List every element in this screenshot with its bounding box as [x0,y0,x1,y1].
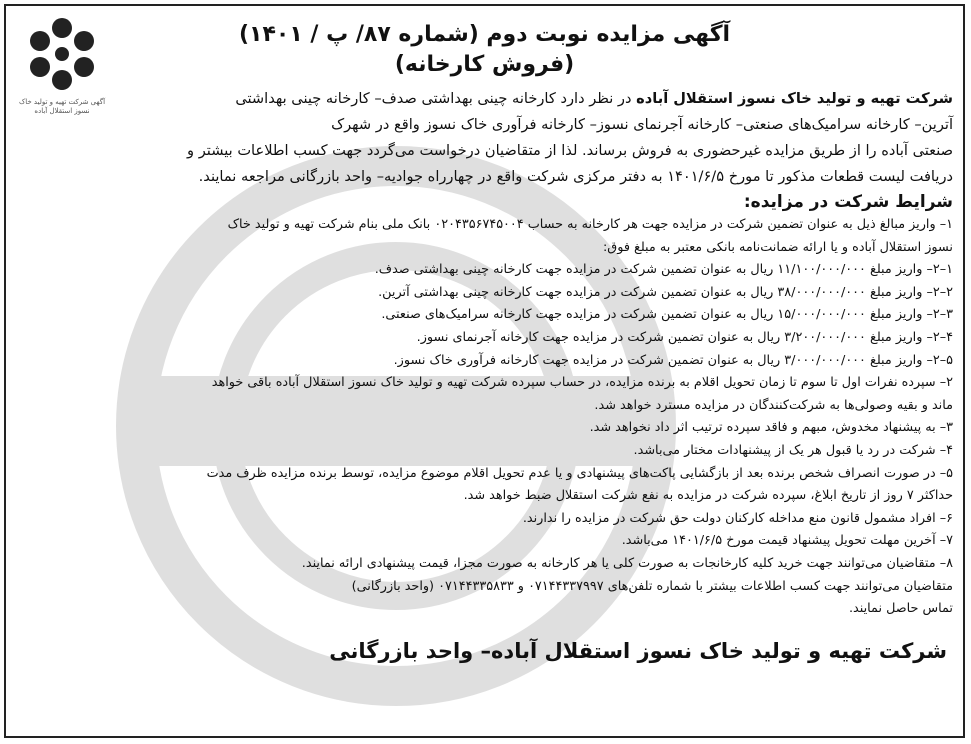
intro-line-1-rest: در نظر دارد کارخانه چینی بهداشتی صدف– کارخانه چینی بهداشتی [235,90,637,107]
condition-line: ۵–۲– واریز مبلغ ۳/۰۰۰/۰۰۰/۰۰۰ ریال به عنوان تضمین شرکت در مزایده جهت کارخانه فرآوری خاک نسوز. [393,352,953,368]
intro-line-3: صنعتی آباده را از طریق مزایده غیرحضوری به فروش برساند. لذا از متقاضیان درخواست می‌گردد جهت کسب اطلاعات بیشتر و [187,142,953,159]
condition-line: ۶– افراد مشمول قانون منع مداخله کارکنان دولت حق شرکت در مزایده را ندارند. [522,510,953,526]
condition-line: ۳– به پیشنهاد مخدوش، مبهم و فاقد سپرده ترتیب اثر داد نخواهد شد. [589,420,953,436]
intro-line-1 [106,86,953,112]
intro-line-4: دریافت لیست قطعات مذکور تا مورخ ۱۴۰۱/۶/۵ به دفتر مرکزی شرکت واقع در چهارراه جوادیه– واحد بازرگانی مراجعه نمایند. [198,168,953,185]
intro-line-2: آترین– کارخانه سرامیک‌های صنعتی– کارخانه آجرنمای نسوز– کارخانه فرآوری خاک نسوز واقع در شهرک [331,116,953,133]
intro-paragraph [16,86,953,190]
conditions-list [16,214,953,576]
condition-line: ماند و بقیه وصولی‌ها به شرکت‌کنندگان در مزایده مسترد خواهد شد. [594,397,953,413]
condition-line: ۳–۲– واریز مبلغ ۱۵/۰۰۰/۰۰۰/۰۰۰ ریال به عنوان تضمین شرکت در مزایده جهت کارخانه سرامیک‌های صنعتی. [381,307,953,323]
company-name-lead: شرکت تهیه و تولید خاک نسوز استقلال آباده [636,90,953,107]
condition-line: ۱– واریز مبالغ ذیل به عنوان تضمین شرکت در مزایده جهت هر کارخانه به حساب ۰۲۰۴۳۵۶۷۴۵۰۰۴ بانک ملی بنام شرکت تهیه و تولید خاک [227,217,953,232]
logo-caption: آگهی شرکت تهیه و تولید خاک نسوز استقلال آباده [18,98,106,115]
condition-line: حداکثر ۷ روز از تاریخ ابلاغ، سپرده شرکت در مزایده به نفع شرکت استقلال ضبط خواهد شد. [463,488,953,504]
footer-signature: شرکت تهیه و تولید خاک نسوز استقلال آباده– واحد بازرگانی [329,638,947,663]
contact-line-1: متقاضیان می‌توانند جهت کسب اطلاعات بیشتر با شماره تلفن‌های ۰۷۱۴۴۳۳۷۹۹۷ و ۰۷۱۴۴۳۳۵۸۳۳ (واحد بازرگانی) [351,578,953,594]
ad-content [16,6,953,666]
conditions-heading: شرایط شرکت در مزایده: [743,192,953,212]
condition-line: نسوز استقلال آباده و یا ارائه ضمانت‌نامه بانکی معتبر به مبلغ فوق: [602,239,953,255]
condition-line: ۴–۲– واریز مبلغ ۳/۲۰۰/۰۰۰/۰۰۰ ریال به عنوان تضمین شرکت در مزایده جهت کارخانه آجرنمای نسوز. [416,329,953,345]
title-line-1: آگهی مزایده نوبت دوم (شماره ۸۷/ پ / ۱۴۰۱) [238,22,731,47]
condition-line: ۴– شرکت در رد یا قبول هر یک از پیشنهادات مختار می‌باشد. [633,442,953,458]
condition-line: ۲–۲– واریز مبلغ ۳۸/۰۰۰/۰۰۰/۰۰۰ ریال به عنوان تضمین شرکت در مزایده جهت کارخانه چینی بهداشتی آترین. [378,284,953,300]
condition-line: ۲– سپرده نفرات اول تا سوم تا زمان تحویل اقلام به برنده مزایده، در حساب سپرده شرکت تهیه و تولید خاک نسوز استقلال آباده باقی خواهد [211,375,953,391]
condition-line: ۸– متقاضیان می‌توانند جهت خرید کلیه کارخانجات به صورت کلی یا هر کارخانه به صورت مجزا، قیمت پیشنهادی ارائه نمایند. [301,555,953,571]
ad-title [116,20,853,80]
condition-line: ۷– آخرین مهلت تحویل پیشنهاد قیمت مورخ ۱۴۰۱/۶/۵ می‌باشد. [621,533,953,549]
condition-line: ۱–۲– واریز مبلغ ۱۱/۱۰۰/۰۰۰/۰۰۰ ریال به عنوان تضمین شرکت در مزایده جهت کارخانه چینی بهداشتی صدف. [374,262,953,278]
contact-line-2: تماس حاصل نمایند. [848,600,953,616]
condition-line: ۵– در صورت انصراف شخص برنده بعد از بازگشایی پاکت‌های پیشنهادی و یا عدم تحویل اقلام موضوع مزایده، توسط برنده مزایده ظرف مدت [206,465,953,481]
title-line-2: (فروش کارخانه) [394,52,575,77]
contact-info [16,576,953,620]
advertisement-frame [4,4,965,738]
